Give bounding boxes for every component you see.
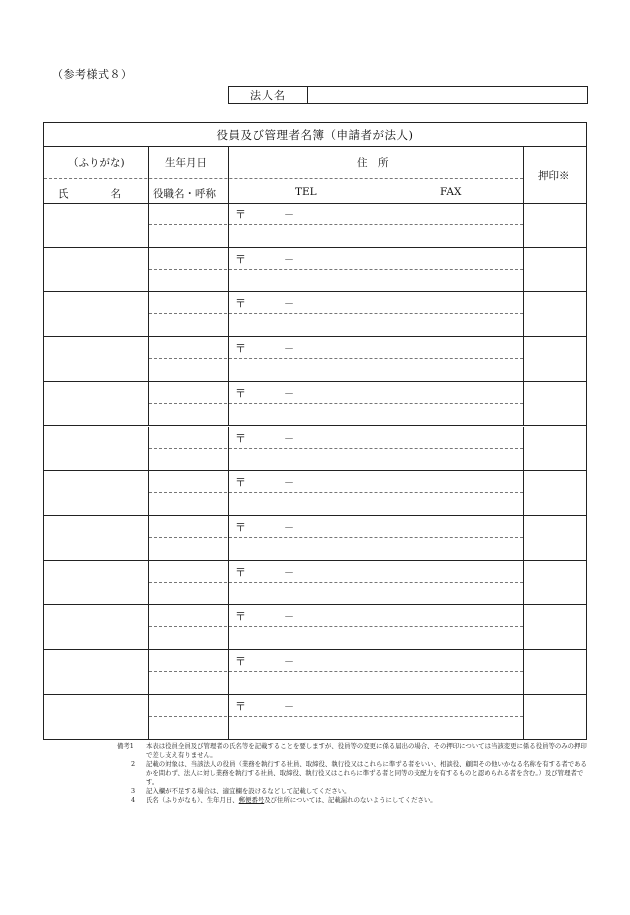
remark-number: 3 — [131, 787, 136, 795]
postal-code-dash: － — [284, 210, 294, 221]
birthdate-cell[interactable] — [149, 695, 228, 716]
address-cell[interactable] — [229, 382, 523, 403]
seal-cell[interactable] — [524, 427, 588, 471]
postal-code-dash: － — [284, 299, 294, 311]
postal-code-dash: － — [284, 567, 294, 579]
position-cell[interactable] — [149, 493, 228, 515]
address-cell[interactable] — [229, 561, 523, 582]
birthdate-cell[interactable] — [149, 337, 228, 358]
seal-cell[interactable] — [524, 471, 588, 515]
postal-mark-icon: 〒 — [235, 342, 246, 356]
form-title: 役員及び管理者名簿（申請者が法人) — [44, 123, 586, 147]
seal-cell[interactable] — [524, 292, 588, 336]
corp-name-label: 法人名 — [229, 87, 308, 103]
postal-mark-icon: 〒 — [235, 431, 246, 445]
address-cell[interactable] — [229, 248, 523, 269]
remark-text-before: 氏名（ふりがなも）、生年月日、 — [146, 796, 239, 804]
table-row — [44, 516, 586, 561]
address-cell[interactable] — [229, 471, 523, 492]
remark-item — [117, 787, 592, 796]
remark-text-underlined: 郵便番号 — [238, 796, 265, 804]
postal-code-dash: － — [284, 612, 294, 624]
birthdate-cell[interactable] — [149, 427, 228, 448]
postal-mark-icon: 〒 — [235, 610, 246, 624]
remark-text: 記入欄が不足する場合は、適宜欄を設けるなどして記載してください。 — [146, 787, 351, 795]
name-cell[interactable] — [44, 382, 148, 426]
remark-text: 本表は役員全員及び管理者の氏名等を記載することを要しますが、役員等の変更に係る届出の場合、その押印については当該変更に係る役員等のみの押印で差し支え有りません。 — [146, 742, 587, 759]
birthdate-header: 生年月日 — [165, 157, 207, 169]
phone-fax-cell[interactable] — [229, 314, 523, 336]
birthdate-cell[interactable] — [149, 516, 228, 537]
seal-cell[interactable] — [524, 382, 588, 426]
seal-cell[interactable] — [524, 516, 588, 560]
phone-fax-cell[interactable] — [229, 449, 523, 471]
corp-name-input[interactable] — [308, 87, 587, 103]
birthdate-cell[interactable] — [149, 382, 228, 403]
seal-cell[interactable] — [524, 203, 588, 247]
fax-header: FAX — [440, 186, 462, 198]
postal-mark-icon: 〒 — [235, 297, 246, 311]
postal-mark-icon: 〒 — [235, 699, 246, 713]
position-cell[interactable] — [149, 225, 228, 247]
table-row — [44, 605, 586, 650]
phone-fax-cell[interactable] — [229, 270, 523, 292]
remark-text: 記載の対象は、当該法人の役員（業務を執行する社員、取締役、執行役又はこれらに準ずる者をいい、相談役、顧問その他いかなる名称を有する者であるかを問わず、法人に対し業務を執行する社員、取締役、執行役又はこれらに準ずる者と同等の支配力を有するものと認められる者を含む。）及び管理者です。 — [146, 760, 587, 786]
position-cell[interactable] — [149, 583, 228, 605]
name-cell[interactable] — [44, 695, 148, 740]
postal-mark-icon: 〒 — [235, 520, 246, 534]
postal-code-dash: － — [284, 433, 294, 445]
name-cell[interactable] — [44, 203, 148, 247]
postal-mark-icon: 〒 — [235, 252, 246, 266]
name-header: 氏 名 — [58, 188, 121, 200]
phone-fax-cell[interactable] — [229, 717, 523, 739]
address-cell[interactable] — [229, 427, 523, 448]
table-row — [44, 471, 586, 516]
corp-name-field — [228, 86, 588, 104]
name-cell[interactable] — [44, 471, 148, 515]
seal-header: 押印※ — [538, 170, 570, 182]
postal-mark-icon: 〒 — [235, 476, 246, 490]
phone-fax-cell[interactable] — [229, 225, 523, 247]
phone-fax-cell[interactable] — [229, 359, 523, 381]
position-cell[interactable] — [149, 538, 228, 560]
postal-code-dash: － — [284, 657, 294, 668]
remark-number: 2 — [131, 760, 136, 768]
table-row — [44, 337, 586, 382]
remarks-section — [117, 742, 592, 805]
remark-heading: 備考1 — [117, 742, 134, 750]
phone-fax-cell[interactable] — [229, 404, 523, 426]
postal-mark-icon: 〒 — [235, 565, 246, 579]
table-row — [44, 382, 586, 427]
address-cell[interactable] — [229, 203, 523, 224]
position-cell[interactable] — [149, 449, 228, 471]
position-cell[interactable] — [149, 717, 228, 739]
birthdate-cell[interactable] — [149, 248, 228, 269]
remark-number: 4 — [131, 796, 136, 804]
name-cell[interactable] — [44, 650, 148, 694]
table-row — [44, 427, 586, 472]
name-cell[interactable] — [44, 427, 148, 471]
seal-cell[interactable] — [524, 248, 588, 292]
birthdate-cell[interactable] — [149, 650, 228, 671]
address-cell[interactable] — [229, 337, 523, 358]
postal-code-dash: － — [284, 388, 294, 400]
phone-fax-cell[interactable] — [229, 493, 523, 515]
seal-cell[interactable] — [524, 695, 588, 740]
remark-item — [117, 796, 592, 805]
seal-cell[interactable] — [524, 337, 588, 381]
remark-item — [117, 742, 592, 760]
phone-fax-cell[interactable] — [229, 583, 523, 605]
birthdate-cell[interactable] — [149, 561, 228, 582]
position-cell[interactable] — [149, 672, 228, 694]
position-cell[interactable] — [149, 359, 228, 381]
birthdate-cell[interactable] — [149, 292, 228, 313]
postal-code-dash: － — [284, 701, 294, 713]
birthdate-cell[interactable] — [149, 605, 228, 626]
name-cell[interactable] — [44, 292, 148, 336]
address-cell[interactable] — [229, 516, 523, 537]
seal-cell[interactable] — [524, 561, 588, 605]
position-cell[interactable] — [149, 314, 228, 336]
name-cell[interactable] — [44, 516, 148, 560]
remark-text-after: 及び住所については、記載漏れのないようにしてください。 — [264, 796, 437, 804]
tel-header: TEL — [295, 186, 317, 198]
phone-fax-cell[interactable] — [229, 538, 523, 560]
furigana-header: （ふりがな) — [68, 157, 125, 169]
postal-mark-icon: 〒 — [235, 655, 246, 668]
address-header: 住 所 — [357, 157, 389, 169]
phone-fax-cell[interactable] — [229, 627, 523, 649]
address-cell[interactable] — [229, 650, 523, 671]
name-cell[interactable] — [44, 248, 148, 292]
table-header — [44, 146, 586, 204]
address-cell[interactable] — [229, 292, 523, 313]
seal-cell[interactable] — [524, 650, 588, 694]
table-row — [44, 561, 586, 606]
postal-mark-icon: 〒 — [235, 386, 246, 400]
birthdate-cell[interactable] — [149, 471, 228, 492]
name-cell[interactable] — [44, 337, 148, 381]
table-row — [44, 650, 586, 695]
postal-code-dash: － — [284, 254, 294, 266]
postal-mark-icon: 〒 — [235, 208, 246, 221]
seal-cell[interactable] — [524, 605, 588, 649]
table-row — [44, 248, 586, 293]
table-row — [44, 203, 586, 248]
postal-code-dash: － — [284, 522, 294, 534]
address-cell[interactable] — [229, 605, 523, 626]
remark-item — [117, 760, 592, 787]
position-cell[interactable] — [149, 270, 228, 292]
address-cell[interactable] — [229, 695, 523, 716]
position-header: 役職名・呼称 — [153, 188, 216, 200]
header-divider — [44, 178, 523, 179]
name-cell[interactable] — [44, 605, 148, 649]
postal-code-dash: － — [284, 344, 294, 356]
name-cell[interactable] — [44, 561, 148, 605]
postal-code-dash: － — [284, 478, 294, 490]
birthdate-cell[interactable] — [149, 203, 228, 224]
phone-fax-cell[interactable] — [229, 672, 523, 694]
officers-roster-table — [43, 122, 587, 740]
table-row — [44, 695, 586, 740]
table-row — [44, 292, 586, 337]
reference-form-label: （参考様式８） — [52, 68, 133, 81]
position-cell[interactable] — [149, 404, 228, 426]
position-cell[interactable] — [149, 627, 228, 649]
